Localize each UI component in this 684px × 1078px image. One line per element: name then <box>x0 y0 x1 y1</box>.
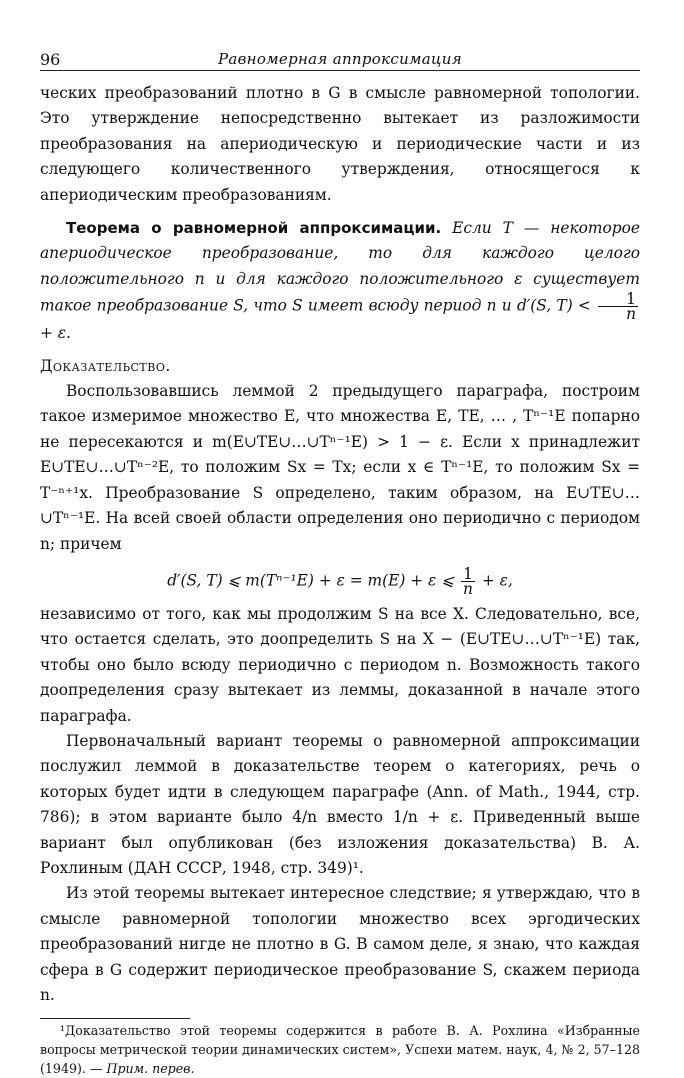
page-number: 96 <box>40 50 61 69</box>
paragraph-continuation: ческих преобразований плотно в G в смысле равномерной топологии. Это утверждение непосредственно вытекает из разложимости преобразования на апериодическую и периодические части и из следующего количественного утверждения, относящегося к апериодическим преобразованиям. <box>40 84 640 204</box>
footnote-rule <box>40 1018 190 1019</box>
display-formula-end: + ε, <box>481 571 513 590</box>
footnote-translator-note: Прим. перев. <box>106 1061 195 1077</box>
proof-paragraph: Воспользовавшись леммой 2 предыдущего параграфа, построим такое измеримое множество E, что множества E, TE, … , Tⁿ⁻¹E попарно не пересекаются и m(E∪TE∪…∪Tⁿ⁻¹E) > 1 − ε. Если x принадлежит E∪TE∪…∪Tⁿ⁻²E, то положим Sx = Tx; если x ∈ Tⁿ⁻¹E, то положим Sx = T⁻ⁿ⁺¹x. Преобразование S определено, таким образом, на E∪TE∪…∪Tⁿ⁻¹E. На всей своей области определения оно периодично с периодом n; причем <box>40 382 640 553</box>
page-header <box>40 46 640 71</box>
theorem-fraction-denominator: n <box>626 305 636 324</box>
running-title: Равномерная аппроксимация <box>218 50 462 68</box>
theorem-statement <box>40 216 640 347</box>
proof-label: Доказательство. <box>40 356 171 375</box>
page-body <box>40 81 640 1008</box>
theorem-end: + ε. <box>40 324 71 343</box>
theorem-fraction-numerator: 1 <box>598 292 638 307</box>
theorem-fraction <box>598 290 638 324</box>
book-page <box>40 46 640 1078</box>
paragraph-after-formula: независимо от того, как мы продолжим S на все X. Следовательно, все, что остается сделать, это доопределить S на X − (E∪TE∪…∪Tⁿ⁻¹E) так, чтобы оно было всюду периодично с периодом n. Возможность такого доопределения сразу вытекает из леммы, доказанной в начале этого параграфа. <box>40 604 640 725</box>
theorem-text: Если T — некоторое апериодическое преобразование, то для каждого целого положительного n и для каждого положительного ε существует такое преобразование S, что S имеет всюду период n и d′(S, T) < <box>40 219 640 315</box>
paragraph-corollary: Из этой теоремы вытекает интересное следствие; я утверждаю, что в смысле равномерной топологии множество всех эргодических преобразований нигде не плотно в G. В самом деле, я знаю, что каждая сфера в G содержит периодическое преобразование S, скажем периода n. <box>40 884 640 1004</box>
footnote-text: ¹Доказательство этой теоремы содержится в работе В. А. Рохлина «Избранные вопросы метрической теории динамических систем», Успехи матем. наук, 4, № 2, 57–128 (1949). — <box>40 1023 640 1077</box>
display-fraction-numerator: 1 <box>461 567 475 582</box>
display-fraction-denominator: n <box>463 579 473 598</box>
display-formula <box>40 564 640 598</box>
theorem-title: Теорема о равномерной аппроксимации. <box>66 219 442 238</box>
display-formula-main: d′(S, T) ⩽ m(Tⁿ⁻¹E) + ε = m(E) + ε ⩽ <box>167 571 455 590</box>
display-fraction <box>461 564 475 598</box>
footnote <box>40 1021 640 1078</box>
paragraph-history: Первоначальный вариант теоремы о равномерной аппроксимации послужил леммой в доказательстве теорем о категориях, речь о которых будет идти в следующем параграфе (Ann. of Math., 1944, стр. 786); в этом варианте было 4/n вместо 1/n + ε. Приведенный выше вариант был опубликован (без изложения доказательства) В. А. Рохлиным (ДАН СССР, 1948, стр. 349)¹. <box>40 731 640 877</box>
